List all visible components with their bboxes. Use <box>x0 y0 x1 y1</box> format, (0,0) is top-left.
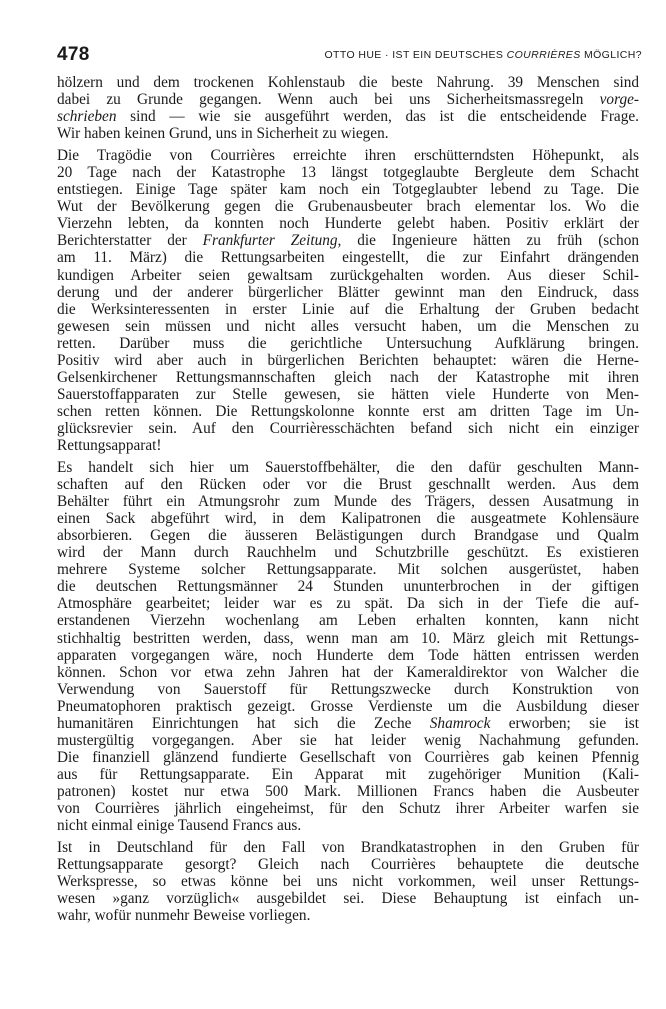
text-segment: die Werksinteressenten in erster Linie auf die Erhaltung der Gruben bedacht <box>57 300 639 318</box>
text-segment: wahr, wofür nunmehr Beweise vorliegen. <box>57 907 311 925</box>
text-segment: sind — wie sie ausgeführt werden, das ist die entscheidende Frage. <box>116 108 639 126</box>
text-line <box>57 437 639 454</box>
text-segment: absorbieren. Gegen die äusseren Belästigungen durch Brandgase und Qualm <box>57 527 639 545</box>
paragraph <box>57 147 639 454</box>
running-head-italic: COURRIÈRES <box>506 49 581 61</box>
text-line <box>57 476 639 493</box>
text-line <box>57 249 639 266</box>
text-line <box>57 284 639 301</box>
text-segment: 20 Tage nach der Katastrophe 13 längst totgeglaubte Bergleute dem Schacht <box>57 164 639 182</box>
running-head-suffix: MÖGLICH? <box>580 49 642 61</box>
text-line <box>57 766 639 783</box>
text-segment: von Courrières jährlich eingeheimst, für den Schutz ihrer Arbeiter warfen sie <box>57 799 639 817</box>
text-segment: Die Tragödie von Courrières erreichte ihren erschütterndsten Höhepunkt, als <box>57 147 639 165</box>
text-line <box>57 630 639 647</box>
text-segment: aus für Rettungsapparate. Ein Apparat mit zugehöriger Munition (Kali- <box>57 765 639 783</box>
running-head-prefix: OTTO HUE · IST EIN DEUTSCHES <box>324 49 507 61</box>
text-line <box>57 403 639 420</box>
text-segment: Atmosphäre gearbeitet; leider war es zu spät. Da sich in der Tiefe die auf- <box>57 595 639 613</box>
text-segment: humanitären Einrichtungen hat sich die Zeche <box>57 714 430 732</box>
text-line <box>57 732 639 749</box>
text-segment: Die finanziell glänzend fundierte Gesellschaft von Courrières gab keinen Pfennig <box>57 748 639 766</box>
text-segment: stichhaltig bestritten werden, dass, wenn man am 10. März gleich mit Rettungs- <box>57 629 639 647</box>
text-segment: schaften auf den Rücken oder vor die Brust geschnallt werden. Aus dem <box>57 476 639 494</box>
text-line <box>57 232 639 249</box>
text-line <box>57 839 639 856</box>
text-segment: am 11. März) die Rettungsarbeiten eingestellt, die zur Einfahrt drängenden <box>57 249 639 267</box>
text-line <box>57 800 639 817</box>
text-segment: apparaten vorgegangen wäre, noch Hunderte dem Tode hätten entrissen werden <box>57 646 639 664</box>
text-line <box>57 147 639 164</box>
text-segment: erworben; sie ist <box>490 714 639 732</box>
text-segment: schen retten können. Die Rettungskolonne konnte erst am dritten Tage im Un- <box>57 402 639 420</box>
text-segment: Werkspresse, so etwas könne bei uns nicht vorkommen, weil unser Rettungs- <box>57 873 639 891</box>
text-segment: nicht einmal einige Tausend Francs aus. <box>57 817 302 835</box>
text-line <box>57 301 639 318</box>
page-header <box>57 44 642 66</box>
text-line <box>57 527 639 544</box>
text-line <box>57 544 639 561</box>
text-line <box>57 907 639 924</box>
text-segment: patronen) kostet nur etwa 500 Mark. Millionen Francs haben die Ausbeuter <box>57 782 639 800</box>
running-head <box>324 49 642 61</box>
text-segment: können. Schon vor etwa zehn Jahren hat der Kameraldirektor von Walcher die <box>57 663 639 681</box>
body-text <box>57 74 639 924</box>
text-line <box>57 369 639 386</box>
text-segment: erstandenen Vierzehn wochenlang am Leben erhalten konnten, kann nicht <box>57 612 639 630</box>
text-line <box>57 493 639 510</box>
text-line <box>57 74 639 91</box>
text-segment: einen Sack abgeführt wird, in dem Kalipatronen die ausgeatmete Kohlensäure <box>57 510 639 528</box>
text-segment: wird der Mann durch Rauchhelm und Schutzbrille geschützt. Es existieren <box>57 544 639 562</box>
text-line <box>57 817 639 834</box>
text-line <box>57 335 639 352</box>
text-segment: Sauerstoffapparaten zur Stelle gewesen, sie hätten viele Hunderte von Men- <box>57 385 639 403</box>
text-line <box>57 215 639 232</box>
text-segment: Gelsenkirchener Rettungsmannschaften gleich nach der Katastrophe mit ihren <box>57 368 639 386</box>
paragraph <box>57 839 639 924</box>
text-line <box>57 873 639 890</box>
text-segment: Es handelt sich hier um Sauerstoffbehälter, die den dafür geschulten Mann- <box>57 459 639 477</box>
text-line <box>57 578 639 595</box>
text-segment: derung und der anderer bürgerlicher Blätter gewinnt man den Eindruck, dass <box>57 283 639 301</box>
italic-text: schrieben <box>57 108 117 126</box>
text-line <box>57 198 639 215</box>
text-segment: wesen »ganz vorzüglich« ausgebildet sei. Diese Behauptung ist einfach un- <box>57 890 639 908</box>
text-line <box>57 698 639 715</box>
text-segment: Rettungsapparate gesorgt? Gleich nach Courrières behauptete die deutsche <box>57 856 639 874</box>
text-segment: glücksrevier sein. Auf den Courrièresschächten befand sich nicht ein einziger <box>57 419 639 437</box>
text-segment: Verwendung von Sauerstoff für Rettungszwecke durch Konstruktion von <box>57 680 639 698</box>
text-segment: Positiv wird aber auch in bürgerlichen Berichten behauptet: wären die Herne- <box>57 351 639 369</box>
text-segment: Wir haben keinen Grund, uns in Sicherheit zu wiegen. <box>57 125 389 143</box>
paragraph <box>57 459 639 834</box>
text-segment: die deutschen Rettungsmänner 24 Stunden ununterbrochen in der giftigen <box>57 578 639 596</box>
text-line <box>57 386 639 403</box>
page-number: 478 <box>57 44 90 65</box>
text-line <box>57 664 639 681</box>
text-line <box>57 510 639 527</box>
text-segment: kundigen Arbeiter seien gewaltsam zurückgehalten worden. Aus dieser Schil- <box>57 266 639 284</box>
text-segment: Pneumatophoren praktisch gezeigt. Grosse Verdienste um die Ausbildung dieser <box>57 697 639 715</box>
text-segment: hölzern und dem trockenen Kohlenstaub die beste Nahrung. 39 Menschen sind <box>57 74 639 91</box>
text-line <box>57 181 639 198</box>
text-line <box>57 91 639 108</box>
paragraph <box>57 74 639 142</box>
text-segment: retten. Darüber muss die gerichtliche Untersuchung Aufklärung bringen. <box>57 334 639 352</box>
text-segment: mustergültig vorgegangen. Aber sie hat leider wenig Nachahmung gefunden. <box>57 731 639 749</box>
text-segment: Rettungsapparat! <box>57 436 162 454</box>
text-segment: Vierzehn lebten, da konnten noch Hunderte gelebt haben. Positiv erklärt der <box>57 215 639 233</box>
text-segment: Wut der Bevölkerung gegen die Grubenausbeuter brach elementar los. Wo die <box>57 198 639 216</box>
italic-text: Shamrock <box>429 714 491 732</box>
text-line <box>57 164 639 181</box>
italic-text: Frankfurter Zeitung, <box>202 232 342 250</box>
text-segment: die Ingenieure hätten zu früh (schon <box>341 232 639 250</box>
text-line <box>57 459 639 476</box>
text-line <box>57 715 639 732</box>
text-line <box>57 420 639 437</box>
text-line <box>57 890 639 907</box>
text-line <box>57 352 639 369</box>
text-line <box>57 108 639 125</box>
text-line <box>57 749 639 766</box>
text-line <box>57 783 639 800</box>
text-line <box>57 612 639 629</box>
text-segment: Berichterstatter der <box>57 232 203 250</box>
text-segment: entstiegen. Einige Tage später kam noch ein Totgeglaubter lebend zu Tage. Die <box>57 181 639 199</box>
text-segment: Ist in Deutschland für den Fall von Brandkatastrophen in den Gruben für <box>57 839 639 857</box>
text-line <box>57 647 639 664</box>
text-segment: mehrere Systeme solcher Rettungsapparate. Mit solchen ausgerüstet, haben <box>57 561 639 579</box>
text-line <box>57 595 639 612</box>
text-segment: gewesen sein müssen und nicht alles versucht haben, um die Menschen zu <box>57 317 639 335</box>
text-line <box>57 856 639 873</box>
text-line <box>57 561 639 578</box>
text-line <box>57 267 639 284</box>
italic-text: vorge- <box>599 91 639 109</box>
text-segment: Behälter führt ein Atmungsrohr zum Munde des Trägers, dessen Ausatmung in <box>57 493 639 511</box>
text-segment: dabei zu Grunde gegangen. Wenn auch bei uns Sicherheitsmassregeln <box>57 91 600 109</box>
text-line <box>57 681 639 698</box>
text-line <box>57 318 639 335</box>
text-line <box>57 125 639 142</box>
